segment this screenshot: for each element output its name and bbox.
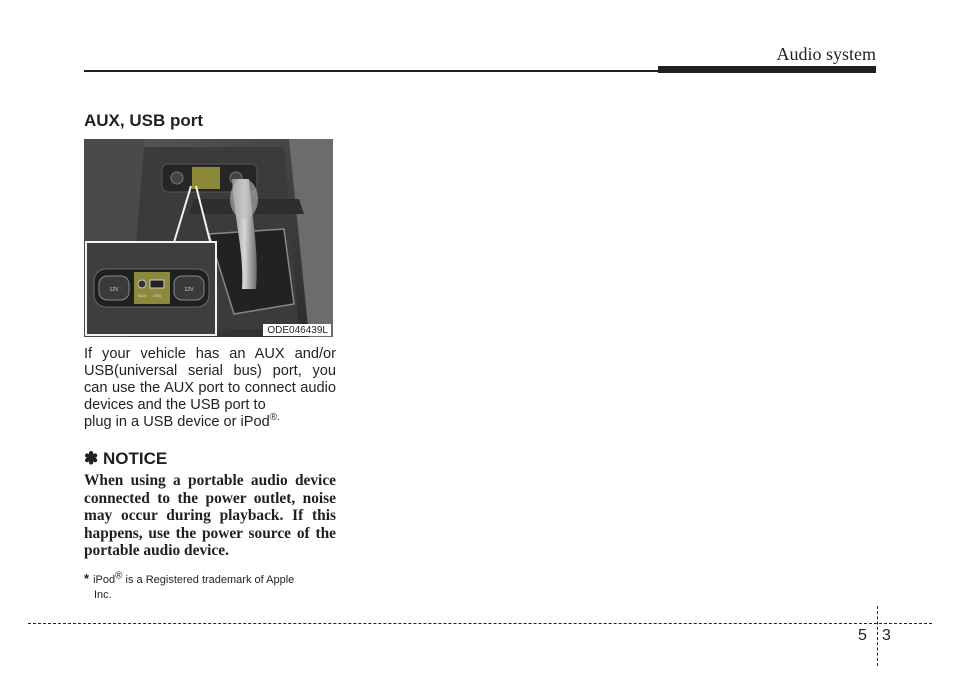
page-number: 3 <box>882 627 891 644</box>
body-paragraph <box>84 346 336 431</box>
section-heading: AUX, USB port <box>84 111 203 130</box>
body-text-last <box>84 414 280 430</box>
page-number-divider <box>877 606 878 666</box>
footnote-text-line1: is a Registered trademark of Apple <box>122 574 295 586</box>
console-photo <box>84 139 333 337</box>
console-illustration <box>84 139 333 337</box>
footnote-star: * <box>84 571 90 586</box>
body-text-main: If your vehicle has an AUX and/or USB(universal serial bus) port, you can use the AUX port to connect audio devices and the USB port to <box>84 346 336 413</box>
image-code: ODE046439L <box>263 324 331 336</box>
label-usb: USB <box>152 293 162 298</box>
footnote-registered-mark: ® <box>115 570 123 582</box>
page-chapter: 5 <box>858 627 867 644</box>
bottom-rule <box>28 623 932 624</box>
label-12v-left: 12V <box>109 287 119 293</box>
notice-text: When using a portable audio device connected to the power outlet, noise may occur during playback. If this happens, use the power source of the portable audio device. <box>84 472 336 560</box>
footnote-text-line2: Inc. <box>94 589 112 601</box>
registered-mark: ®. <box>269 412 280 424</box>
label-12v-right: 12V <box>184 287 194 293</box>
header-rule-thick <box>658 66 876 73</box>
label-aux: AUX <box>137 293 147 298</box>
body-text-last-words: plug in a USB device or iPod <box>84 414 270 430</box>
footnote-lead: iPod <box>93 574 116 586</box>
header-title: Audio system <box>776 44 876 64</box>
notice-heading: ✽ NOTICE <box>84 449 168 468</box>
footnote <box>84 571 336 603</box>
header-rule-thin <box>84 70 658 72</box>
